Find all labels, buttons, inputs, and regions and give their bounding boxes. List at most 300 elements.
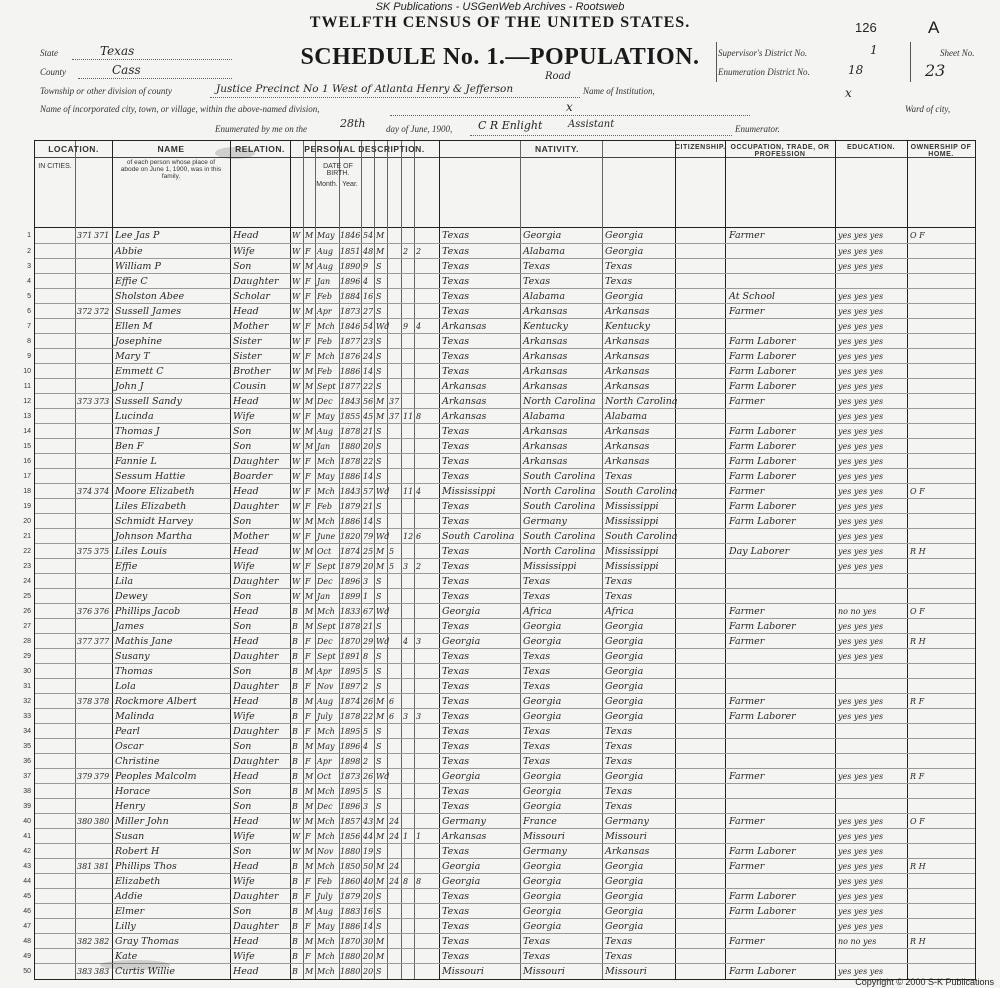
cell-occupation: Farmer <box>729 486 765 497</box>
table-row <box>23 378 975 394</box>
state-value: Texas <box>100 44 135 58</box>
cell-birth-person: Texas <box>442 786 470 797</box>
cell-sex: M <box>305 742 314 751</box>
cell-home: R H <box>910 862 926 871</box>
table-row <box>23 858 975 874</box>
line-number: 43 <box>23 863 31 870</box>
cell-relation: Head <box>233 546 259 557</box>
cell-name: Ellen M <box>115 321 153 332</box>
cell-marital: S <box>376 457 382 466</box>
cell-month: Nov <box>317 682 334 691</box>
cell-sex: M <box>305 607 314 616</box>
cell-sex: F <box>305 412 311 421</box>
table-row <box>23 663 975 679</box>
cell-sex: M <box>305 847 314 856</box>
cell-birth-mother: Georgia <box>605 921 644 932</box>
cell-name: Phillips Thos <box>115 861 177 872</box>
cell-birth-person: Texas <box>442 336 470 347</box>
cell-age: 79 <box>363 532 374 541</box>
cell-relation: Son <box>233 591 252 602</box>
cell-year: 1857 <box>340 817 361 826</box>
line-number: 29 <box>23 653 31 660</box>
sheet-value: 23 <box>925 61 946 80</box>
cell-marital: S <box>376 802 382 811</box>
cell-education: yes yes yes <box>838 652 884 661</box>
cell-sex: M <box>305 937 314 946</box>
cell-color: W <box>292 307 301 316</box>
cell-birth-person: Texas <box>442 351 470 362</box>
cell-year: 1891 <box>340 652 361 661</box>
cell-birth-person: Texas <box>442 891 470 902</box>
cell-birth-person: Mississippi <box>442 486 496 497</box>
cell-birth-person: Arkansas <box>442 381 487 392</box>
road-value: Road <box>545 71 571 82</box>
line-number: 35 <box>23 743 31 750</box>
cell-month: Feb <box>317 502 332 511</box>
cell-education: yes yes yes <box>838 817 884 826</box>
cell-living: 4 <box>416 322 422 331</box>
cell-color: W <box>292 577 301 586</box>
nativity-header: NATIVITY. <box>534 144 579 154</box>
line-number: 31 <box>23 683 31 690</box>
cell-name: Elmer <box>115 906 145 917</box>
cell-birth-mother: South Carolina <box>605 486 678 497</box>
cell-year: 1886 <box>340 367 361 376</box>
cell-marital: M <box>376 412 385 421</box>
cell-dwelling: 376 <box>77 607 93 616</box>
rows-container <box>23 228 975 978</box>
cell-birth-father: Georgia <box>523 786 562 797</box>
cell-relation: Head <box>233 936 259 947</box>
line-number: 48 <box>23 938 31 945</box>
cell-birth-mother: Texas <box>605 591 633 602</box>
cell-marital: S <box>376 922 382 931</box>
cell-name: Peoples Malcolm <box>115 771 197 782</box>
cell-dwelling: 377 <box>77 637 93 646</box>
city-value: x <box>566 100 573 114</box>
line-number: 14 <box>23 428 31 435</box>
cell-sex: F <box>305 532 311 541</box>
education-header: EDUCATION. <box>846 144 896 151</box>
cell-year: 1833 <box>340 607 361 616</box>
cell-year: 1820 <box>340 532 361 541</box>
cell-birth-father: France <box>523 816 557 827</box>
cell-birth-father: Arkansas <box>523 366 568 377</box>
cell-marital: S <box>376 907 382 916</box>
cell-year: 1876 <box>340 352 361 361</box>
line-number: 32 <box>23 698 31 705</box>
cell-dwelling: 381 <box>77 862 93 871</box>
cell-age: 4 <box>363 742 369 751</box>
cell-name: Liles Elizabeth <box>115 501 187 512</box>
cell-age: 19 <box>363 847 374 856</box>
cell-birth-father: Georgia <box>523 921 562 932</box>
cell-month: Apr <box>317 757 332 766</box>
cell-mother-of: 12 <box>403 532 414 541</box>
cell-birth-father: Georgia <box>523 906 562 917</box>
table-row <box>23 948 975 964</box>
cell-marital: Wd <box>376 487 390 496</box>
cell-dwelling: 375 <box>77 547 93 556</box>
occupation-header: OCCUPATION, TRADE, OR PROFESSION <box>730 144 830 158</box>
cell-dwelling: 373 <box>77 397 93 406</box>
cell-marital: S <box>376 787 382 796</box>
cell-birth-mother: Georgia <box>605 681 644 692</box>
cell-education: yes yes yes <box>838 907 884 916</box>
cell-sex: M <box>305 262 314 271</box>
cell-marital: M <box>376 247 385 256</box>
line-number: 10 <box>23 368 31 375</box>
cell-sex: M <box>305 622 314 631</box>
cell-birth-person: Texas <box>442 921 470 932</box>
cell-birth-mother: Arkansas <box>605 336 650 347</box>
cell-marital: S <box>376 292 382 301</box>
cell-name: Johnson Martha <box>115 531 193 542</box>
cell-birth-mother: Arkansas <box>605 306 650 317</box>
table-row <box>23 843 975 859</box>
cell-month: Dec <box>317 577 333 586</box>
cell-color: W <box>292 247 301 256</box>
cell-relation: Wife <box>233 561 255 572</box>
cell-birth-father: Kentucky <box>523 321 568 332</box>
cell-month: May <box>317 412 335 421</box>
cell-marital: S <box>376 277 382 286</box>
cell-home: O F <box>910 231 925 240</box>
cell-dwelling: 380 <box>77 817 93 826</box>
cell-age: 24 <box>363 352 374 361</box>
cell-marital: S <box>376 307 382 316</box>
table-row <box>27 303 975 319</box>
cell-month: Mch <box>317 787 335 796</box>
line-number: 7 <box>27 323 31 330</box>
cell-name: Sussell Sandy <box>115 396 182 407</box>
cell-relation: Wife <box>233 711 255 722</box>
line-number: 3 <box>27 263 31 270</box>
cell-sex: F <box>305 682 311 691</box>
cell-birth-father: Texas <box>523 726 551 737</box>
table-row <box>23 828 975 844</box>
cell-marital: M <box>376 547 385 556</box>
cell-home: O F <box>910 607 925 616</box>
cell-age: 54 <box>363 322 374 331</box>
cell-sex: F <box>305 952 311 961</box>
cell-birth-mother: Georgia <box>605 771 644 782</box>
table-row <box>23 633 975 649</box>
table-row <box>23 708 975 724</box>
census-table <box>23 140 976 980</box>
cell-birth-mother: Texas <box>605 801 633 812</box>
cell-age: 5 <box>363 667 369 676</box>
cell-month: Mch <box>317 457 335 466</box>
cell-birth-mother: Kentucky <box>605 321 650 332</box>
cell-relation: Head <box>233 636 259 647</box>
cell-name: Miller John <box>115 816 169 827</box>
cell-birth-person: Georgia <box>442 771 481 782</box>
cell-education: yes yes yes <box>838 457 884 466</box>
cell-relation: Scholar <box>233 291 270 302</box>
cell-marital: S <box>376 472 382 481</box>
cell-birth-mother: Texas <box>605 276 633 287</box>
cell-birth-mother: Mississippi <box>605 516 659 527</box>
cell-year: 1877 <box>340 382 361 391</box>
cell-year: 1878 <box>340 712 361 721</box>
cell-color: B <box>292 907 298 916</box>
cell-years-married: 24 <box>389 877 400 886</box>
cell-education: yes yes yes <box>838 532 884 541</box>
cell-name: Henry <box>115 801 145 812</box>
line-number: 5 <box>27 293 31 300</box>
cell-birth-person: Texas <box>442 456 470 467</box>
table-row <box>27 273 975 289</box>
cell-color: B <box>292 697 298 706</box>
cell-name: Effie <box>115 561 138 572</box>
cell-color: B <box>292 772 298 781</box>
cell-year: 1873 <box>340 772 361 781</box>
cell-home: R F <box>910 772 925 781</box>
cell-age: 21 <box>363 622 374 631</box>
cell-occupation: Farmer <box>729 606 765 617</box>
cell-year: 1846 <box>340 322 361 331</box>
cell-relation: Daughter <box>233 921 279 932</box>
table-row <box>23 738 975 754</box>
line-number: 9 <box>27 353 31 360</box>
cell-year: 1856 <box>340 832 361 841</box>
personal-header: PERSONAL DESCRIPTION. <box>304 144 425 154</box>
cell-sex: F <box>305 652 311 661</box>
cell-age: 20 <box>363 952 374 961</box>
cell-birth-mother: Georgia <box>605 636 644 647</box>
cell-birth-father: Georgia <box>523 230 562 241</box>
sheet-label: Sheet No. <box>940 48 975 58</box>
cell-years-married: 37 <box>389 412 400 421</box>
cell-occupation: Farmer <box>729 936 765 947</box>
cell-living: 4 <box>416 487 422 496</box>
cell-birth-father: Texas <box>523 591 551 602</box>
cell-education: yes yes yes <box>838 877 884 886</box>
cell-age: 20 <box>363 442 374 451</box>
cell-color: B <box>292 682 298 691</box>
table-row <box>23 558 975 574</box>
cell-birth-father: North Carolina <box>523 546 596 557</box>
cell-occupation: Farm Laborer <box>729 351 796 362</box>
cell-color: B <box>292 877 298 886</box>
cell-age: 8 <box>363 652 369 661</box>
cell-birth-mother: Texas <box>605 786 633 797</box>
cell-marital: S <box>376 847 382 856</box>
enumerated-label: Enumerated by me on the <box>215 124 307 134</box>
table-row <box>27 243 975 259</box>
cell-sex: F <box>305 277 311 286</box>
cell-name: Liles Louis <box>115 546 167 557</box>
cell-age: 20 <box>363 562 374 571</box>
cell-month: Sept <box>317 382 336 391</box>
city-label: Name of incorporated city, town, or village, within the above-named division, <box>40 104 320 114</box>
cell-sex: M <box>305 817 314 826</box>
cell-family: 373 <box>94 397 110 406</box>
cell-birth-father: Arkansas <box>523 381 568 392</box>
cell-years-married: 5 <box>389 547 395 556</box>
cell-age: 16 <box>363 907 374 916</box>
cell-occupation: Farm Laborer <box>729 471 796 482</box>
cell-year: 1877 <box>340 337 361 346</box>
cell-birth-person: Texas <box>442 696 470 707</box>
cell-occupation: Farmer <box>729 771 765 782</box>
line-number: 1 <box>27 232 31 239</box>
cell-birth-father: Texas <box>523 666 551 677</box>
month-header: Month. <box>316 181 338 188</box>
cell-name: Curtis Willie <box>115 966 176 977</box>
cell-relation: Cousin <box>233 381 267 392</box>
cell-marital: S <box>376 427 382 436</box>
cell-name: Lilly <box>115 921 136 932</box>
cell-relation: Son <box>233 441 252 452</box>
cell-relation: Daughter <box>233 501 279 512</box>
cell-month: May <box>317 231 335 240</box>
cell-birth-mother: Texas <box>605 936 633 947</box>
cell-name: Horace <box>115 786 151 797</box>
cell-color: W <box>292 352 301 361</box>
cell-birth-father: Texas <box>523 261 551 272</box>
line-number: 34 <box>23 728 31 735</box>
cell-color: W <box>292 487 301 496</box>
cell-birth-person: Arkansas <box>442 396 487 407</box>
cell-family: 375 <box>94 547 110 556</box>
cell-birth-person: South Carolina <box>442 531 515 542</box>
cell-birth-father: Georgia <box>523 771 562 782</box>
cell-sex: F <box>305 712 311 721</box>
cell-year: 1886 <box>340 472 361 481</box>
cell-birth-person: Georgia <box>442 606 481 617</box>
cell-year: 1878 <box>340 457 361 466</box>
cell-birth-person: Texas <box>442 741 470 752</box>
cell-age: 14 <box>363 517 374 526</box>
cell-birth-father: Texas <box>523 576 551 587</box>
cell-birth-father: Texas <box>523 681 551 692</box>
cell-birth-person: Missouri <box>442 966 484 977</box>
cell-age: 4 <box>363 277 369 286</box>
cell-home: R F <box>910 697 925 706</box>
table-row <box>23 468 975 484</box>
cell-years-married: 6 <box>389 697 395 706</box>
cell-family: 379 <box>94 772 110 781</box>
cell-month: Mch <box>317 862 335 871</box>
cell-birth-person: Georgia <box>442 861 481 872</box>
cell-year: 1895 <box>340 787 361 796</box>
cell-marital: S <box>376 742 382 751</box>
cell-occupation: Farm Laborer <box>729 441 796 452</box>
cell-dwelling: 371 <box>77 231 93 240</box>
supervisor-label: Supervisor's District No. <box>718 48 808 58</box>
cell-occupation: Farm Laborer <box>729 501 796 512</box>
cell-color: W <box>292 277 301 286</box>
cell-birth-mother: Mississippi <box>605 501 659 512</box>
cell-relation: Son <box>233 906 252 917</box>
cell-sex: M <box>305 787 314 796</box>
cell-education: yes yes yes <box>838 847 884 856</box>
cell-sex: F <box>305 247 311 256</box>
cell-family: 381 <box>94 862 110 871</box>
cell-relation: Mother <box>233 321 269 332</box>
table-row <box>23 393 975 409</box>
cell-sex: M <box>305 307 314 316</box>
cell-marital: M <box>376 397 385 406</box>
cell-living: 6 <box>416 532 422 541</box>
cell-name: Effie C <box>115 276 148 287</box>
cell-birth-mother: Arkansas <box>605 351 650 362</box>
cell-month: May <box>317 742 335 751</box>
cell-marital: Wd <box>376 607 390 616</box>
cell-occupation: At School <box>729 291 775 302</box>
table-row <box>23 798 975 814</box>
cell-year: 1886 <box>340 922 361 931</box>
cell-color: B <box>292 742 298 751</box>
cell-birth-mother: Texas <box>605 741 633 752</box>
cell-years-married: 37 <box>389 397 400 406</box>
cell-name: Malinda <box>115 711 155 722</box>
cell-month: Jan <box>317 277 331 286</box>
cell-living: 3 <box>416 637 422 646</box>
cell-name: Sessum Hattie <box>115 471 186 482</box>
cell-birth-mother: Arkansas <box>605 381 650 392</box>
cell-occupation: Farm Laborer <box>729 621 796 632</box>
line-number: 18 <box>23 488 31 495</box>
cell-color: W <box>292 382 301 391</box>
cell-birth-father: Alabama <box>523 411 565 422</box>
cell-relation: Head <box>233 486 259 497</box>
cell-marital: S <box>376 577 382 586</box>
table-row <box>23 693 975 709</box>
cell-color: W <box>292 547 301 556</box>
cell-relation: Head <box>233 306 259 317</box>
cell-years-married: 6 <box>389 712 395 721</box>
cell-name: Mary T <box>115 351 150 362</box>
cell-birth-father: Arkansas <box>523 336 568 347</box>
cell-occupation: Farm Laborer <box>729 711 796 722</box>
cell-mother-of: 9 <box>403 322 409 331</box>
cell-mother-of: 11 <box>403 487 414 496</box>
cell-birth-person: Germany <box>442 816 486 827</box>
cell-color: W <box>292 412 301 421</box>
cell-birth-father: Georgia <box>523 696 562 707</box>
county-label: County <box>40 67 66 77</box>
cell-birth-person: Texas <box>442 951 470 962</box>
cell-birth-father: Missouri <box>523 966 565 977</box>
cell-relation: Head <box>233 396 259 407</box>
cell-sex: M <box>305 442 314 451</box>
cell-name: Moore Elizabeth <box>115 486 195 497</box>
cell-age: 40 <box>363 877 374 886</box>
cell-name: Mathis Jane <box>115 636 173 647</box>
table-row <box>27 288 975 304</box>
cell-month: Aug <box>317 247 334 256</box>
cell-sex: F <box>305 292 311 301</box>
table-row <box>27 258 975 274</box>
cell-education: yes yes yes <box>838 967 884 976</box>
cell-month: Mch <box>317 952 335 961</box>
cell-home: R H <box>910 937 926 946</box>
page-letter: A <box>928 18 940 37</box>
cell-education: yes yes yes <box>838 352 884 361</box>
cell-year: 1879 <box>340 502 361 511</box>
cell-birth-father: Mississippi <box>523 561 577 572</box>
cell-color: W <box>292 817 301 826</box>
cell-marital: M <box>376 817 385 826</box>
cell-education: yes yes yes <box>838 862 884 871</box>
cell-name: Susany <box>115 651 150 662</box>
cell-occupation: Farm Laborer <box>729 891 796 902</box>
cell-color: B <box>292 712 298 721</box>
cell-color: B <box>292 937 298 946</box>
